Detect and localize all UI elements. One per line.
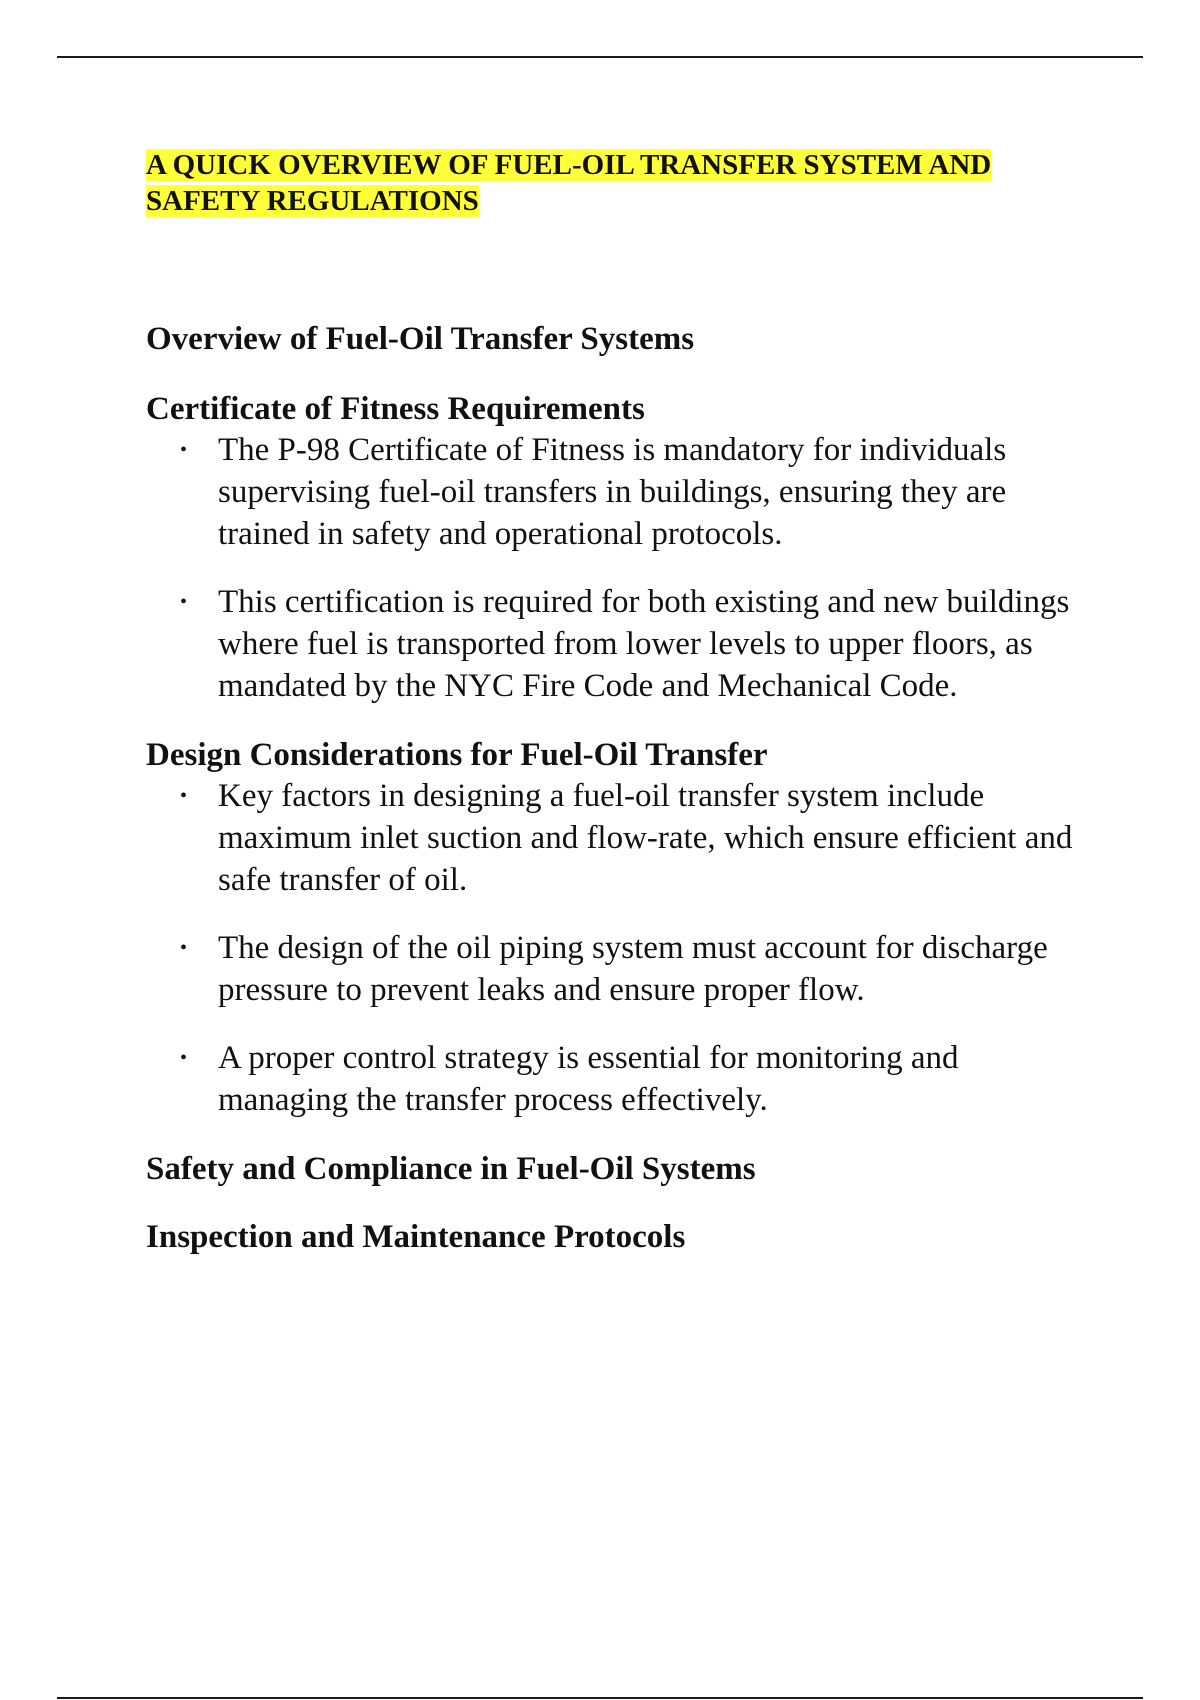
- section-heading-overview: Overview of Fuel-Oil Transfer Systems: [146, 321, 695, 357]
- document-body: [146, 147, 1086, 1257]
- list-item-text: The design of the oil piping system must account for discharge pressure to prevent leaks and ensure proper flow.: [218, 930, 1048, 1008]
- bullet-icon: •: [180, 1047, 188, 1069]
- title-highlight: A QUICK OVERVIEW OF FUEL-OIL TRANSFER SYSTEM AND SAFETY REGULATIONS: [146, 149, 992, 217]
- list-item: [146, 775, 1086, 901]
- bullet-icon: •: [180, 591, 188, 613]
- section-heading-inspection: Inspection and Maintenance Protocols: [146, 1219, 686, 1255]
- list-item: [146, 581, 1086, 707]
- list-item: [146, 429, 1086, 555]
- list-item: [146, 927, 1086, 1011]
- document-title: [146, 147, 1086, 219]
- list-item-text: Key factors in designing a fuel-oil transfer system include maximum inlet suction and flow-rate, which ensure efficient and safe transfer of oil.: [218, 778, 1073, 898]
- section-heading-certificate: Certificate of Fitness Requirements: [146, 391, 645, 427]
- list-item: [146, 1037, 1086, 1121]
- list-item-text: The P-98 Certificate of Fitness is mandatory for individuals supervising fuel-oil transfers in buildings, ensuring they are trained in safety and operational protocols.: [218, 432, 1007, 552]
- bullet-icon: •: [180, 785, 188, 807]
- bullet-icon: •: [180, 937, 188, 959]
- top-rule: [57, 56, 1143, 58]
- section-heading-safety: Safety and Compliance in Fuel-Oil Systems: [146, 1151, 756, 1187]
- bottom-rule: [57, 1697, 1143, 1699]
- list-item-text: This certification is required for both existing and new buildings where fuel is transported from lower levels to upper floors, as mandated by the NYC Fire Code and Mechanical Code.: [218, 584, 1070, 704]
- section-heading-design: Design Considerations for Fuel-Oil Transfer: [146, 737, 768, 773]
- design-bullet-list: [146, 775, 1086, 1121]
- list-item-text: A proper control strategy is essential for monitoring and managing the transfer process effectively.: [218, 1040, 959, 1118]
- certificate-bullet-list: [146, 429, 1086, 707]
- bullet-icon: •: [180, 439, 188, 461]
